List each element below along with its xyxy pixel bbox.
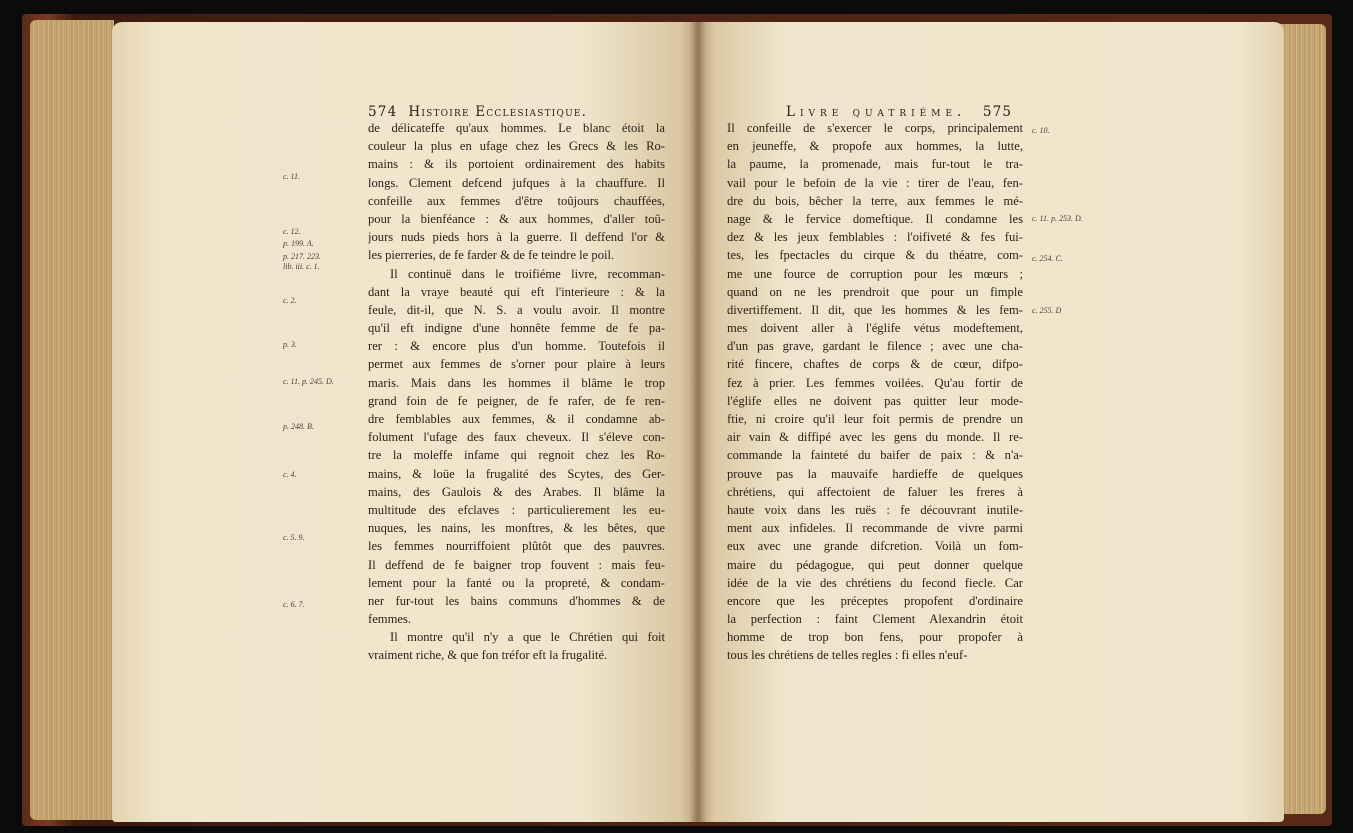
- right-text-line-14: rité fincere, chaftes de corps & de cœur, difpo-: [727, 357, 1023, 372]
- right-text-line-17: ftie, ni croire qu'il leur foit permis de prendre un: [727, 412, 1023, 426]
- right-text-line-30: tous les chrétiens de telles regles : fi elles n'euf-: [727, 648, 968, 663]
- right-text-line-3: la paume, la promenade, mais fur-tout le tra-: [727, 157, 1023, 172]
- left-body-text: [368, 119, 665, 665]
- left-margin-note: c. 11. p. 245. D.: [283, 377, 334, 386]
- right-text-line-25: maire du pédagogue, qui peut donner quelque: [727, 557, 1023, 572]
- right-margin-note: c. 254. C.: [1032, 254, 1063, 263]
- right-text-line-20: prouve pas la mauvaife hardieffe de quelques: [727, 466, 1023, 481]
- left-text-line-23: nuques, les nains, les monftres, & les bêtes, que: [368, 521, 665, 536]
- right-text-line-23: ment aux infideles. Il recommande de vivre parmi: [727, 521, 1023, 536]
- left-text-line-9: Il continuë dans le troifiéme livre, recomman-: [390, 266, 665, 281]
- left-text-line-13: rer : & encore plus d'un homme. Toutefois il: [368, 339, 665, 354]
- left-text-line-24: les femmes nourriffoient plûtôt que des pauvres.: [368, 539, 665, 554]
- right-text-line-22: haute voix dans les ruës : fe découvrant inutile-: [727, 502, 1023, 517]
- left-text-line-8: les pierreries, de fe farder & de fe teindre le poil.: [368, 248, 615, 263]
- right-header: Livre quatriéme.: [786, 104, 967, 120]
- right-margin-note: c. 11. p. 253. D.: [1032, 214, 1083, 223]
- right-page-number: 575: [982, 104, 1013, 120]
- left-text-line-30: vraiment riche, & que fon tréfor eft la frugalité.: [368, 648, 608, 663]
- left-margin-note: c. 11.: [283, 172, 300, 181]
- right-text-line-8: tes, les fpectacles du cirque & du théatre, com-: [727, 248, 1023, 263]
- right-text-line-21: chrétiens, qui affectoient de faluer les freres à: [727, 484, 1023, 499]
- left-text-line-29: Il montre qu'il n'y a que le Chrétien qui foit: [390, 630, 665, 645]
- right-margin-note: c. 255. D: [1032, 306, 1062, 315]
- book-gutter: [690, 22, 706, 822]
- right-text-line-27: encore que les préceptes propofent d'ordinaire: [727, 593, 1023, 608]
- left-text-line-4: longs. Clement defcend jufques à la chauffure. Il: [368, 175, 665, 190]
- right-text-line-11: divertiffement. Il dit, que les hommes & les fem-: [727, 302, 1023, 317]
- left-text-line-6: pour la bienféance : & aux hommes, d'aller toû-: [368, 211, 665, 226]
- left-margin-note: c. 4.: [283, 470, 297, 479]
- left-text-line-5: confeille aux femmes d'être toûjours chauffées,: [368, 193, 665, 208]
- right-text-line-4: vail pour le befoin de la vie : tirer de l'eau, fen-: [727, 175, 1023, 190]
- left-text-line-28: femmes.: [368, 612, 412, 627]
- left-text-line-11: feule, dit-il, que N. S. a voulu avoir. Il montre: [368, 302, 665, 317]
- right-text-line-24: eux avec une grande difcretion. Voilà un fom-: [727, 539, 1023, 554]
- right-text-line-19: commande la fainteté du baifer de paix : & n'a-: [727, 448, 1023, 463]
- right-text-line-16: l'églife elles ne doivent pas quitter leur mode-: [727, 393, 1023, 408]
- left-text-line-26: lement pour la fanté ou la propreté, & condam-: [368, 575, 665, 590]
- right-text-line-29: homme de trop bon fens, pour propofer à: [727, 630, 1023, 645]
- left-text-line-16: grand foin de fe peigner, de fe rafer, de fe ren-: [368, 393, 665, 408]
- left-text-line-27: ner fur-tout les bains communs d'hommes & de: [368, 593, 665, 608]
- left-margin-note: c. 2.: [283, 296, 297, 305]
- left-margin-note: c. 5. 9.: [283, 533, 305, 542]
- right-text-line-1: Il confeille de s'exercer le corps, principalement: [727, 121, 1023, 135]
- left-margin-note: lib. iii. c. 1.: [283, 262, 320, 271]
- right-text-line-13: d'un pas grave, gardant le filence ; avec une cha-: [727, 339, 1023, 354]
- left-text-line-14: permet aux femmes de s'orner pour plaire à leurs: [368, 357, 665, 372]
- right-text-line-26: idée de la vie des chrétiens du fecond fiecle. Car: [727, 575, 1023, 590]
- right-text-line-28: la perfection : faint Clement Alexandrin étoit: [727, 612, 1023, 627]
- right-text-line-15: fez à prier. Les femmes voilées. Qu'au fortir de: [727, 375, 1023, 390]
- right-text-line-2: en jeuneffe, & propofe aux hommes, la lutte,: [727, 139, 1023, 154]
- left-margin-note: p. 217. 223.: [283, 252, 321, 261]
- left-margin-note: p. 248. B.: [283, 422, 314, 431]
- right-text-line-6: nage & le fervice domeftique. Il condamne les: [727, 211, 1023, 226]
- left-margin-note: c. 12.: [283, 227, 301, 236]
- right-margin-note: c. 10.: [1032, 126, 1050, 135]
- left-header: Histoire Ecclesiastique.: [408, 104, 588, 120]
- right-text-line-18: air vain & diffipé avec les gens du monde. Il re-: [727, 430, 1023, 445]
- left-text-line-2: couleur la plus en ufage chez les Grecs & les Ro-: [368, 139, 665, 154]
- left-text-line-20: mains, & loüe la frugalité des Scytes, des Ger-: [368, 466, 665, 481]
- right-text-line-7: dez & les jeux femblables : l'oifiveté & fes fui-: [727, 230, 1023, 245]
- left-margin-note: c. 6. 7.: [283, 600, 305, 609]
- left-text-line-7: jours nuds pieds hors à la guerre. Il deffend l'or &: [368, 230, 665, 245]
- left-text-line-10: dant la vraye beauté qui eft l'interieure : & la: [368, 284, 665, 299]
- left-text-line-25: Il deffend de fe baigner trop fouvent : mais feu-: [368, 557, 665, 572]
- right-text-line-5: dre du bois, bêcher la terre, aux femmes le mé-: [727, 193, 1023, 208]
- left-page-number: 574: [368, 104, 398, 120]
- left-text-line-21: mains, des Gaulois & des Arabes. Il blâme la: [368, 484, 665, 499]
- left-text-line-1: de délicateffe qu'aux hommes. Le blanc étoit la: [368, 121, 665, 135]
- left-text-line-22: multitude des efclaves : particulierement les eu-: [368, 502, 665, 517]
- left-text-line-19: tre la moleffe infame qui regnoit chez les Ro-: [368, 448, 665, 463]
- left-text-line-3: mains : & ils portoient ordinairement des habits: [368, 157, 665, 172]
- right-text-line-9: me une fource de corruption pour les mœurs ;: [727, 266, 1023, 281]
- right-body-text: [727, 119, 1023, 665]
- right-text-line-10: quand on ne les prendroit que pour un fimple: [727, 284, 1023, 299]
- left-text-line-18: folument l'ufage des faux cheveux. Il s'éleve con-: [368, 430, 665, 445]
- page-edges-left: [30, 20, 114, 820]
- right-text-line-12: mes doivent aller à l'églife vétus modeftement,: [727, 321, 1023, 336]
- left-text-line-17: dre femblables aux femmes, & il condamne ab-: [368, 412, 665, 426]
- left-margin-note: p. 3.: [283, 340, 297, 349]
- left-running-head: [368, 104, 587, 120]
- left-text-line-12: qu'il eft indigne d'une honnête femme de fe pa-: [368, 321, 665, 336]
- left-margin-note: p. 199. A.: [283, 239, 314, 248]
- left-text-line-15: maris. Mais dans les hommes il blâme le trop: [368, 375, 665, 390]
- right-running-head: [786, 104, 1012, 120]
